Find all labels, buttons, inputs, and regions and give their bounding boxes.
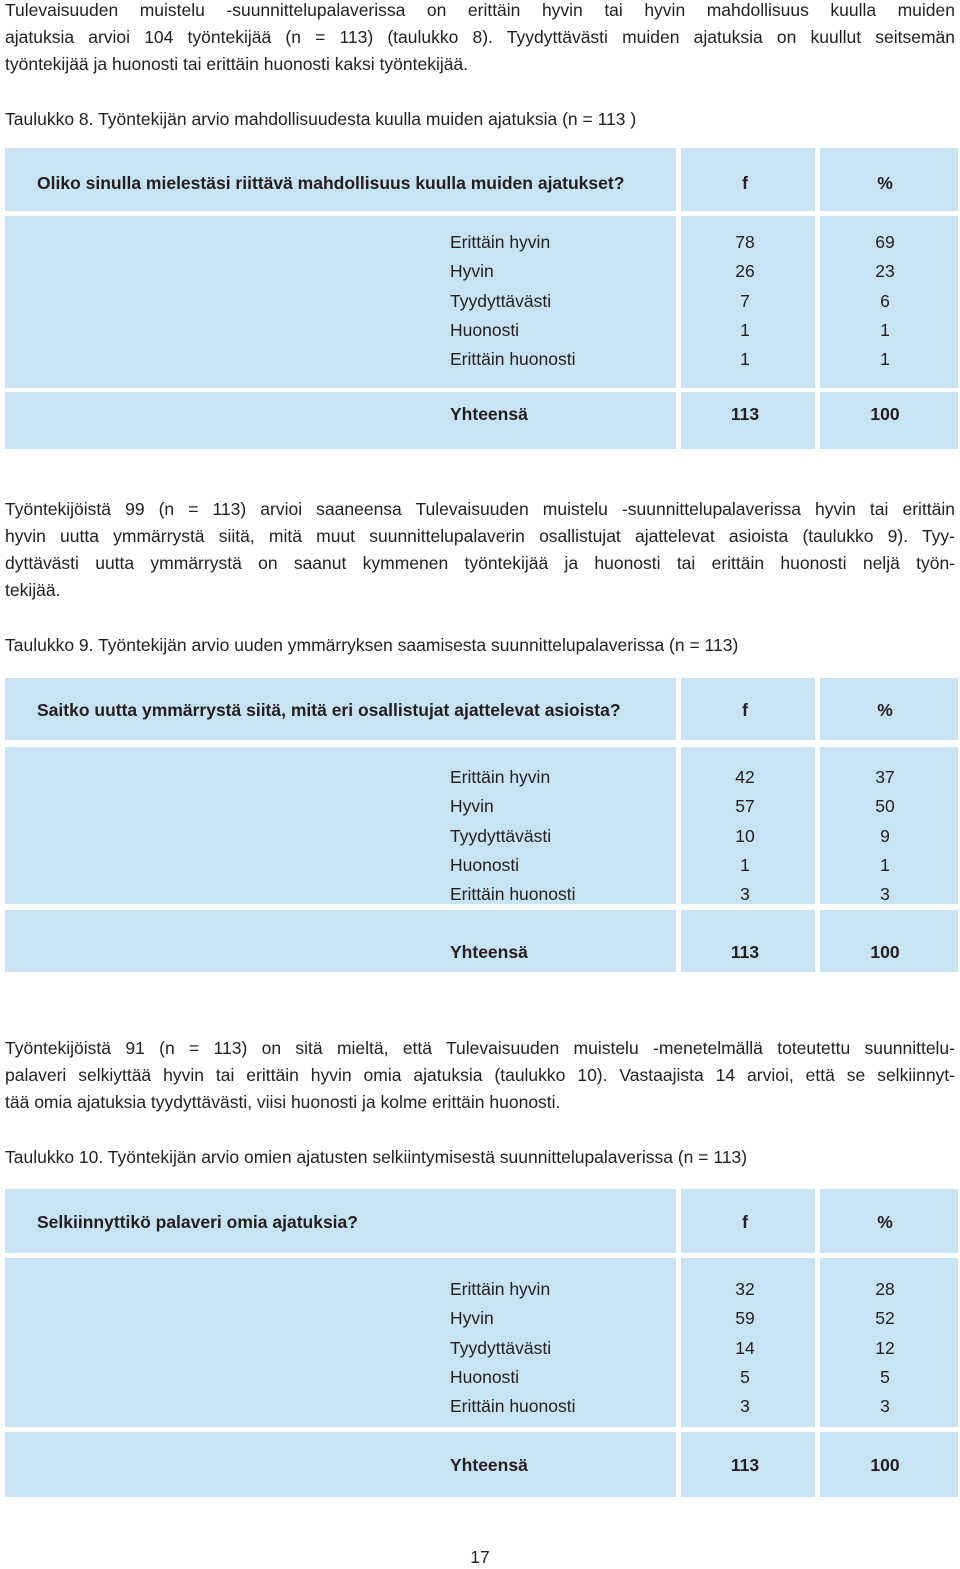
- table-9-col-pct: %: [877, 700, 893, 720]
- table-9-row-f: 1: [740, 855, 750, 875]
- table-9-total-pct: 100: [870, 942, 900, 962]
- intro-line-1: Tulevaisuuden muistelu -suunnittelupalaverissa on erittäin hyvin tai hyvin mahdollisuus kuulla muiden: [5, 0, 955, 20]
- table-10-row-label: Huonosti: [450, 1367, 520, 1387]
- table-9-row-label: Erittäin huonosti: [450, 884, 576, 904]
- table-10-total-f: 113: [730, 1455, 760, 1475]
- table-10-row-pct: 5: [880, 1367, 890, 1387]
- table-8-total-label: Yhteensä: [450, 404, 528, 424]
- para-2-line-2: hyvin uutta ymmärrystä siitä, mitä muut suunnittelupalaverin osallistujat ajattelevat asioista (taulukko 9). Tyy-: [5, 526, 955, 546]
- para-2-line-3: dyttävästi uutta ymmärrystä on saanut kymmenen työntekijää ja huonosti tai erittäin huonosti neljä työn-: [5, 553, 955, 573]
- table-9-label-body: [5, 747, 676, 904]
- table-10-col-pct: %: [877, 1212, 893, 1232]
- table-8-row-pct: 6: [880, 291, 890, 311]
- table-10-row-f: 5: [740, 1367, 750, 1387]
- table-8-row-f: 7: [740, 291, 750, 311]
- table-8-row-label: Erittäin huonosti: [450, 349, 576, 369]
- table-8-row-label: Tyydyttävästi: [450, 291, 552, 311]
- table-10-row-label: Tyydyttävästi: [450, 1338, 552, 1358]
- table-9-caption: Taulukko 9. Työntekijän arvio uuden ymmärryksen saamisesta suunnittelupalaverissa (n = 113): [5, 635, 739, 655]
- para-2-line-1: Työntekijöistä 99 (n = 113) arvioi saaneensa Tulevaisuuden muistelu -suunnittelupalaverissa hyvin tai erittäin: [5, 499, 955, 519]
- table-10-row-label: Erittäin huonosti: [450, 1396, 576, 1416]
- table-8-row-pct: 69: [875, 232, 895, 252]
- table-9-row-label: Erittäin hyvin: [450, 767, 551, 787]
- table-10-row-pct: 12: [875, 1338, 895, 1358]
- table-9-total-f: 113: [730, 942, 760, 962]
- table-9-row-f: 3: [740, 884, 750, 904]
- table-8-row-pct: 1: [880, 320, 890, 340]
- table-8-total-f: 113: [730, 404, 760, 424]
- table-10-row-f: 3: [740, 1396, 750, 1416]
- table-10-row-pct: 52: [875, 1308, 895, 1328]
- table-10-total-label: Yhteensä: [450, 1455, 528, 1475]
- table-10-row-label: Erittäin hyvin: [450, 1279, 551, 1299]
- table-8-row-f: 1: [740, 320, 750, 340]
- table-8-row-label: Erittäin hyvin: [450, 232, 551, 252]
- table-9-row-pct: 9: [880, 826, 890, 846]
- table-9-question: Saitko uutta ymmärrystä siitä, mitä eri osallistujat ajattelevat asioista?: [37, 700, 621, 720]
- table-8-total-label-cell: [5, 392, 676, 449]
- para-3-line-1: Työntekijöistä 91 (n = 113) on sitä mieltä, että Tulevaisuuden muistelu -menetelmällä toteutettu suunnittelu-: [5, 1038, 955, 1058]
- table-8-row-label: Huonosti: [450, 320, 520, 340]
- table-8-row-f: 1: [740, 349, 750, 369]
- table-8-caption: Taulukko 8. Työntekijän arvio mahdollisuudesta kuulla muiden ajatuksia (n = 113 ): [5, 109, 637, 129]
- table-10-row-pct: 3: [880, 1396, 890, 1416]
- table-8-col-f: f: [742, 173, 748, 193]
- para-2-line-4: tekijää.: [5, 580, 61, 600]
- table-9-row-pct: 50: [875, 796, 895, 816]
- table-8-row-f: 26: [735, 261, 755, 281]
- table-10-question: Selkiinnyttikö palaveri omia ajatuksia?: [37, 1212, 358, 1232]
- table-9-row-f: 10: [735, 826, 755, 846]
- table-9-row-label: Huonosti: [450, 855, 520, 875]
- table-9-row-f: 57: [735, 796, 755, 816]
- table-10-row-label: Hyvin: [450, 1308, 494, 1328]
- table-9-row-pct: 37: [875, 767, 895, 787]
- table-9-row-f: 42: [735, 767, 755, 787]
- table-9-row-pct: 1: [880, 855, 890, 875]
- para-3-line-2: palaveri selkiyttää hyvin tai erittäin hyvin omia ajatuksia (taulukko 10). Vastaajista 14 arvioi, että se selkiinnyt-: [5, 1065, 955, 1085]
- table-8-row-label: Hyvin: [450, 261, 494, 281]
- table-10-total-label-cell: [5, 1432, 676, 1497]
- table-10-row-pct: 28: [875, 1279, 895, 1299]
- intro-line-2: ajatuksia arvioi 104 työntekijää (n = 113) (taulukko 8). Tyydyttävästi muiden ajatuksia on kuullut seitsemän: [5, 27, 955, 47]
- table-8-row-pct: 1: [880, 349, 890, 369]
- table-9-total-label: Yhteensä: [450, 942, 528, 962]
- para-3-line-3: tää omia ajatuksia tyydyttävästi, viisi huonosti ja kolme erittäin huonosti.: [5, 1092, 561, 1112]
- intro-line-3: työntekijää ja huonosti tai erittäin huonosti kaksi työntekijää.: [5, 54, 469, 74]
- table-8-row-pct: 23: [875, 261, 895, 281]
- table-9-total-label-cell: [5, 910, 676, 972]
- table-10-col-f: f: [742, 1212, 748, 1232]
- table-8-question: Oliko sinulla mielestäsi riittävä mahdollisuus kuulla muiden ajatukset?: [37, 173, 625, 193]
- page-number: 17: [470, 1547, 490, 1567]
- table-8-row-f: 78: [735, 232, 755, 252]
- table-10-row-f: 59: [735, 1308, 755, 1328]
- table-10-caption: Taulukko 10. Työntekijän arvio omien ajatusten selkiintymisestä suunnittelupalaverissa (n = 113): [5, 1147, 748, 1167]
- table-9-row-label: Hyvin: [450, 796, 494, 816]
- table-10-row-f: 14: [735, 1338, 755, 1358]
- table-10-total-pct: 100: [870, 1455, 900, 1475]
- table-9-col-f: f: [742, 700, 748, 720]
- table-9-row-label: Tyydyttävästi: [450, 826, 552, 846]
- table-9-row-pct: 3: [880, 884, 890, 904]
- table-8-col-pct: %: [877, 173, 893, 193]
- table-10-row-f: 32: [735, 1279, 755, 1299]
- table-8-total-pct: 100: [870, 404, 900, 424]
